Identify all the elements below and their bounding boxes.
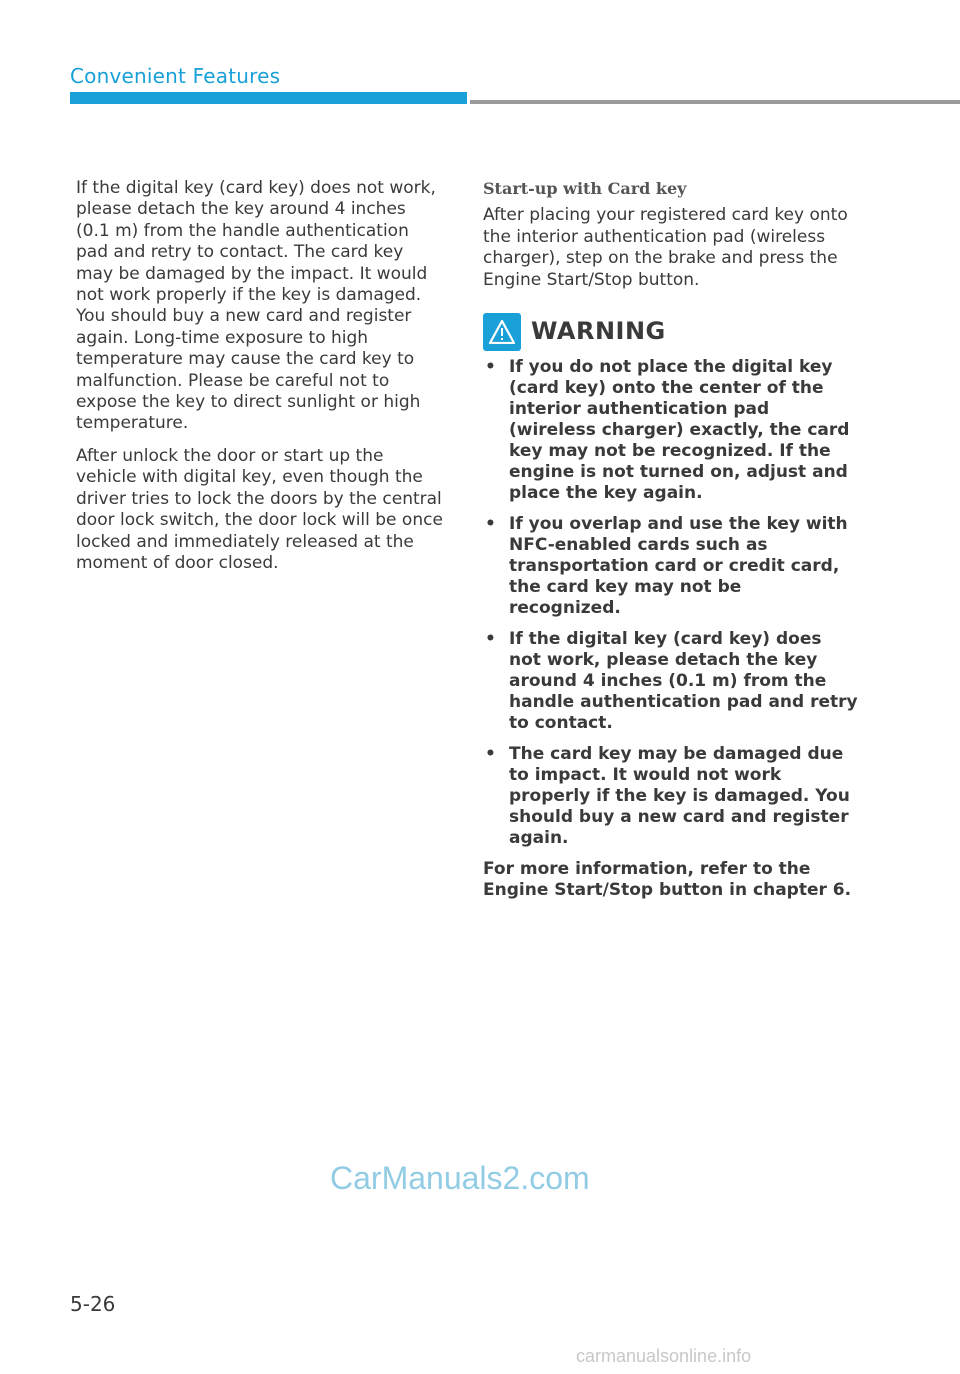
bullet: • xyxy=(485,629,496,650)
warning-item-text: If you do not place the digital key (card key) onto the center of the interior authentication pad (wireless charger) exactly, the card key may not be recognized. If the engine is not turned on, adjust and place the key again. xyxy=(509,357,850,504)
warning-item xyxy=(483,744,858,849)
right-column xyxy=(483,178,858,901)
warning-header xyxy=(483,313,858,351)
warning-footer: For more information, refer to the Engine Start/Stop button in chapter 6. xyxy=(483,859,852,901)
bullet: • xyxy=(485,744,496,765)
page-number: 5-26 xyxy=(70,1292,116,1316)
subheading-start-up: Start-up with Card key xyxy=(483,179,687,198)
warning-item xyxy=(483,514,858,619)
bullet: • xyxy=(485,357,496,378)
watermark: CarManuals2.com xyxy=(330,1160,590,1196)
footer-watermark: carmanualsonline.info xyxy=(576,1346,752,1366)
warning-item-text: If the digital key (card key) does not work, please detach the key around 4 inches (0.1 m) from the handle authentication pad and retry to contact. xyxy=(509,629,858,734)
warning-list xyxy=(483,357,858,849)
warning-label: WARNING xyxy=(531,317,666,346)
paragraph-start-up: After placing your registered card key onto the interior authentication pad (wireless charger), step on the brake and press the Engine Start/Stop button. xyxy=(483,205,848,290)
warning-item xyxy=(483,357,858,504)
warning-item-text: If you overlap and use the key with NFC-enabled cards such as transportation card or credit card, the card key may not be recognized. xyxy=(509,514,848,619)
header-accent-rule xyxy=(70,92,467,104)
section-title: Convenient Features xyxy=(70,64,281,88)
warning-triangle-icon xyxy=(483,313,521,351)
paragraph-card-key-troubleshoot: If the digital key (card key) does not work, please detach the key around 4 inches (0.1 m) from the handle authentication pad and retry to contact. The card key may be damaged by the impact. It would not work properly if the key is damaged. You should buy a new card and register again. Long-time exposure to high temperature may cause the card key to malfunction. Please be careful not to expose the key to direct sunlight or high temperature. xyxy=(76,178,436,434)
bullet: • xyxy=(485,514,496,535)
header-divider-rule xyxy=(470,100,960,104)
paragraph-door-lock-note: After unlock the door or start up the vehicle with digital key, even though the driver tries to lock the doors by the central door lock switch, the door lock will be once locked and immediately released at the moment of door closed. xyxy=(76,445,443,573)
left-column xyxy=(76,178,444,585)
warning-item-text: The card key may be damaged due to impact. It would not work properly if the key is damaged. You should buy a new card and register again. xyxy=(509,744,850,849)
warning-item xyxy=(483,629,858,734)
